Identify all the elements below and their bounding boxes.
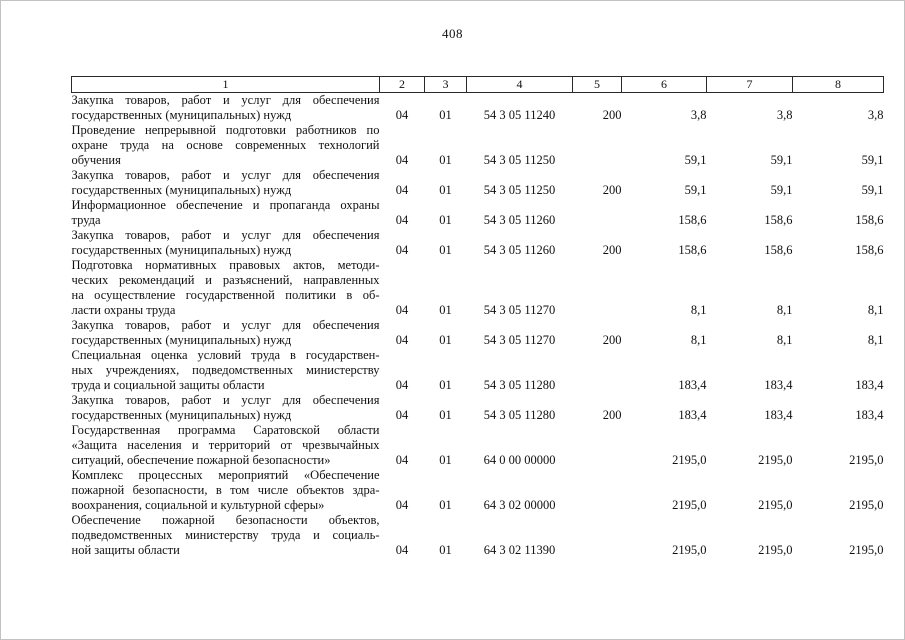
cell-c5: 200 [602,108,622,122]
cell-c4: 54 3 05 11250 [483,183,556,197]
cell-c8: 158,6 [855,213,884,227]
expense-name-line: труда и социальной защиты области [71,378,265,392]
table-row [72,318,884,348]
cell-c5 [573,468,622,513]
cell-c7: 2195,0 [758,453,793,467]
cell-c5 [573,198,622,228]
cell-c6: 3,8 [690,108,707,122]
expense-name-line: государственных (муниципальных) нужд [71,408,292,422]
cell-c2: 04 [395,108,409,122]
cell-c3: 01 [439,153,452,167]
cell-c4: 64 3 02 00000 [483,498,556,512]
expense-name-line: Закупка товаров, работ и услуг для обеспечения [71,93,380,107]
cell-c8: 3,8 [867,108,884,122]
cell-c6: 2195,0 [672,498,707,512]
expense-name-line: охране труда на основе современных технологий [71,138,380,152]
cell-c3: 01 [439,543,452,557]
expense-name-line: Проведение непрерывной подготовки работников по [71,123,380,137]
cell-c8: 183,4 [855,378,884,392]
table-row [72,123,884,168]
cell-c6: 2195,0 [672,543,707,557]
cell-c5: 200 [602,243,622,257]
cell-c6: 59,1 [684,153,707,167]
cell-c8: 8,1 [867,303,884,317]
cell-c6: 59,1 [684,183,707,197]
cell-c6: 158,6 [678,213,707,227]
cell-c7: 8,1 [776,303,793,317]
expense-name-line: Обеспечение пожарной безопасности объектов, [71,513,380,527]
cell-c8: 59,1 [861,183,884,197]
cell-c4: 54 3 05 11280 [483,408,556,422]
cell-c8: 59,1 [861,153,884,167]
column-header-6: 6 [622,77,707,93]
cell-c7: 158,6 [764,243,793,257]
expense-name-line: пожарной безопасности, в том числе объектов здра- [71,483,380,497]
table-row [72,423,884,468]
cell-c2: 04 [395,378,409,392]
header-row [72,77,884,93]
cell-c7: 3,8 [776,108,793,122]
cell-c3: 01 [439,498,452,512]
expense-name-line: ной защиты области [71,543,180,557]
expense-name-line: ситуаций, обеспечение пожарной безопасности» [71,453,331,467]
expense-name-line: обучения [71,153,121,167]
table-body [72,93,884,559]
cell-c4: 54 3 05 11270 [483,333,556,347]
expense-name-line: «Защита населения и территорий от чрезвычайных [71,438,380,452]
cell-c4: 54 3 05 11240 [483,108,556,122]
expense-name-line: Закупка товаров, работ и услуг для обеспечения [71,393,380,407]
column-header-8: 8 [793,77,884,93]
table-row [72,513,884,558]
expense-name-cell [72,258,380,318]
cell-c3: 01 [439,213,452,227]
expense-name-line: государственных (муниципальных) нужд [71,108,292,122]
expense-name-line: Специальная оценка условий труда в государствен- [71,348,380,362]
cell-c5: 200 [602,183,622,197]
cell-c4: 54 3 05 11260 [483,243,556,257]
page-number: 408 [442,26,463,41]
expense-name-line: ласти охраны труда [71,303,176,317]
table-row [72,468,884,513]
expense-name-cell [72,468,380,513]
cell-c3: 01 [439,243,452,257]
expense-name-cell [72,348,380,393]
expense-name-cell [72,228,380,258]
expense-name-cell [72,393,380,423]
expense-name-cell [72,168,380,198]
expense-name-line: государственных (муниципальных) нужд [71,183,292,197]
cell-c7: 59,1 [770,153,793,167]
cell-c5 [573,123,622,168]
cell-c2: 04 [395,333,409,347]
cell-c8: 2195,0 [849,543,884,557]
cell-c4: 54 3 05 11250 [483,153,556,167]
table-header [72,77,884,93]
expense-name-cell [72,513,380,558]
cell-c3: 01 [439,333,452,347]
cell-c7: 2195,0 [758,498,793,512]
expense-name-line: ных учреждениях, подведомственных министерству [71,363,380,377]
expense-name-line: ческих рекомендаций и разъяснений, направленных [71,273,380,287]
expense-name-line: государственных (муниципальных) нужд [71,333,292,347]
column-header-4: 4 [467,77,573,93]
cell-c8: 183,4 [855,408,884,422]
cell-c6: 158,6 [678,243,707,257]
column-header-1: 1 [72,77,380,93]
cell-c8: 2195,0 [849,498,884,512]
cell-c7: 183,4 [764,378,793,392]
cell-c3: 01 [439,303,452,317]
expense-name-cell [72,423,380,468]
expense-name-line: Закупка товаров, работ и услуг для обеспечения [71,168,380,182]
table-row [72,228,884,258]
cell-c3: 01 [439,183,452,197]
cell-c6: 8,1 [690,303,707,317]
expense-name-line: Подготовка нормативных правовых актов, методи- [71,258,380,272]
cell-c3: 01 [439,453,452,467]
expense-name-line: Государственная программа Саратовской области [71,423,380,437]
cell-c5 [573,258,622,318]
expense-name-cell [72,198,380,228]
expense-name-line: Закупка товаров, работ и услуг для обеспечения [71,318,380,332]
expense-name-line: труда [71,213,101,227]
cell-c5 [573,348,622,393]
expense-name-line: Комплекс процессных мероприятий «Обеспечение [71,468,380,482]
table-row [72,348,884,393]
cell-c5: 200 [602,333,622,347]
cell-c7: 183,4 [764,408,793,422]
cell-c7: 59,1 [770,183,793,197]
expense-name-cell [72,318,380,348]
cell-c3: 01 [439,108,452,122]
expense-name-cell [72,93,380,124]
expense-name-line: Информационное обеспечение и пропаганда охраны [71,198,380,212]
cell-c5: 200 [602,408,622,422]
cell-c2: 04 [395,303,409,317]
cell-c2: 04 [395,213,409,227]
cell-c7: 8,1 [776,333,793,347]
cell-c6: 8,1 [690,333,707,347]
column-header-2: 2 [380,77,425,93]
budget-table [71,76,884,558]
expense-name-line: подведомственных министерству труда и социаль- [71,528,380,542]
cell-c8: 2195,0 [849,453,884,467]
table-row [72,168,884,198]
expense-name-cell [72,123,380,168]
column-header-5: 5 [573,77,622,93]
cell-c2: 04 [395,543,409,557]
cell-c6: 2195,0 [672,453,707,467]
cell-c4: 54 3 05 11280 [483,378,556,392]
cell-c6: 183,4 [678,378,707,392]
cell-c3: 01 [439,378,452,392]
cell-c2: 04 [395,408,409,422]
cell-c4: 54 3 05 11260 [483,213,556,227]
expense-name-line: воохранения, социальной и культурной сферы» [71,498,325,512]
cell-c4: 64 0 00 00000 [483,453,556,467]
cell-c4: 54 3 05 11270 [483,303,556,317]
cell-c3: 01 [439,408,452,422]
column-header-7: 7 [707,77,793,93]
table-row [72,93,884,124]
cell-c5 [573,513,622,558]
cell-c5 [573,423,622,468]
cell-c8: 8,1 [867,333,884,347]
cell-c2: 04 [395,153,409,167]
cell-c7: 2195,0 [758,543,793,557]
expense-name-line: на осуществление государственной политики в об- [71,288,380,302]
table-row [72,258,884,318]
cell-c2: 04 [395,498,409,512]
cell-c2: 04 [395,453,409,467]
cell-c4: 64 3 02 11390 [483,543,556,557]
cell-c6: 183,4 [678,408,707,422]
cell-c2: 04 [395,243,409,257]
cell-c7: 158,6 [764,213,793,227]
cell-c2: 04 [395,183,409,197]
cell-c8: 158,6 [855,243,884,257]
table-row [72,198,884,228]
expense-name-line: Закупка товаров, работ и услуг для обеспечения [71,228,380,242]
table-row [72,393,884,423]
expense-name-line: государственных (муниципальных) нужд [71,243,292,257]
column-header-3: 3 [425,77,467,93]
